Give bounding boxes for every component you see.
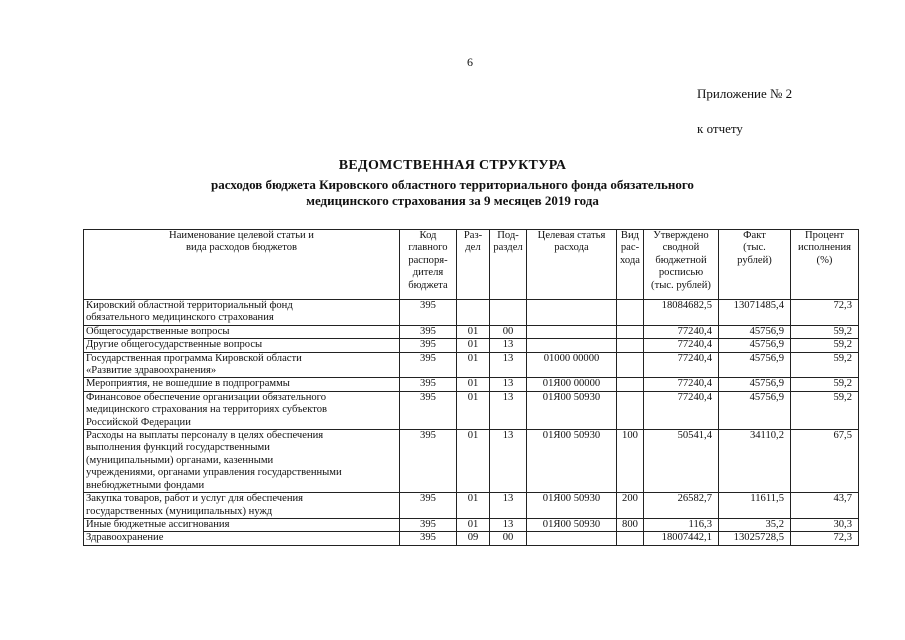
- header-col-fact: Факт (тыс. рублей): [719, 230, 791, 300]
- cell-subsection: 13: [490, 352, 527, 378]
- cell-fact: 45756,9: [719, 339, 791, 352]
- cell-code: 395: [400, 518, 457, 531]
- cell-name: Общегосударственные вопросы: [84, 325, 400, 338]
- cell-section: 09: [457, 532, 490, 545]
- cell-type: [617, 339, 644, 352]
- table-row: [84, 339, 859, 352]
- cell-type: [617, 391, 644, 429]
- cell-fact: 11611,5: [719, 493, 791, 519]
- cell-percent: 59,2: [791, 378, 859, 391]
- cell-target: 01Я00 50930: [527, 391, 617, 429]
- cell-percent: 59,2: [791, 352, 859, 378]
- table-row: [84, 430, 859, 493]
- cell-subsection: 13: [490, 378, 527, 391]
- cell-subsection: 00: [490, 325, 527, 338]
- cell-subsection: [490, 300, 527, 326]
- cell-type: 200: [617, 493, 644, 519]
- cell-section: 01: [457, 518, 490, 531]
- cell-code: 395: [400, 532, 457, 545]
- document-subtitle-line1: расходов бюджета Кировского областного территориального фонда обязательного: [211, 177, 694, 192]
- cell-target: 01Я00 50930: [527, 430, 617, 493]
- cell-fact: 13071485,4: [719, 300, 791, 326]
- cell-section: 01: [457, 352, 490, 378]
- cell-subsection: 13: [490, 518, 527, 531]
- cell-approved: 18084682,5: [644, 300, 719, 326]
- cell-subsection: 13: [490, 339, 527, 352]
- cell-subsection: 13: [490, 391, 527, 429]
- header-col-target: Целевая статья расхода: [527, 230, 617, 300]
- table-row: [84, 325, 859, 338]
- cell-fact: 35,2: [719, 518, 791, 531]
- cell-code: 395: [400, 325, 457, 338]
- cell-fact: 34110,2: [719, 430, 791, 493]
- cell-fact: 45756,9: [719, 352, 791, 378]
- cell-type: [617, 325, 644, 338]
- cell-name: Финансовое обеспечение организации обязательного медицинского страхования на территориях субъектов Российской Федерации: [84, 391, 400, 429]
- cell-approved: 77240,4: [644, 391, 719, 429]
- cell-name: Закупка товаров, работ и услуг для обеспечения государственных (муниципальных) нужд: [84, 493, 400, 519]
- document-subtitle-line2: медицинского страхования за 9 месяцев 2019 года: [306, 193, 599, 208]
- cell-name: Расходы на выплаты персоналу в целях обеспечения выполнения функций государственными (муниципальными) органами, казенными учреждениями, органами управления государственными внебюджетными фондами: [84, 430, 400, 493]
- cell-section: 01: [457, 339, 490, 352]
- cell-approved: 77240,4: [644, 325, 719, 338]
- cell-code: 395: [400, 378, 457, 391]
- cell-approved: 116,3: [644, 518, 719, 531]
- document-title: ВЕДОМСТВЕННАЯ СТРУКТУРА: [338, 158, 567, 173]
- cell-subsection: 13: [490, 493, 527, 519]
- cell-approved: 77240,4: [644, 352, 719, 378]
- cell-code: 395: [400, 430, 457, 493]
- cell-target: 01000 00000: [527, 352, 617, 378]
- table-row: [84, 300, 859, 326]
- cell-fact: 13025728,5: [719, 532, 791, 545]
- cell-percent: 59,2: [791, 391, 859, 429]
- cell-percent: 43,7: [791, 493, 859, 519]
- cell-section: 01: [457, 430, 490, 493]
- cell-code: 395: [400, 339, 457, 352]
- cell-section: 01: [457, 325, 490, 338]
- cell-target: 01Я00 00000: [527, 378, 617, 391]
- table-row: [84, 378, 859, 391]
- appendix-label: Приложение № 2: [697, 86, 793, 101]
- table-row: [84, 352, 859, 378]
- header-col-approved: Утверждено сводной бюджетной росписью (тыс. рублей): [644, 230, 719, 300]
- table-row: [84, 493, 859, 519]
- table-row: [84, 518, 859, 531]
- header-col-section: Раз- дел: [457, 230, 490, 300]
- cell-target: [527, 325, 617, 338]
- budget-structure-table: [83, 229, 859, 546]
- cell-percent: 59,2: [791, 339, 859, 352]
- table-row: [84, 532, 859, 545]
- cell-name: Кировский областной территориальный фонд обязательного медицинского страхования: [84, 300, 400, 326]
- cell-percent: 59,2: [791, 325, 859, 338]
- cell-fact: 45756,9: [719, 378, 791, 391]
- cell-target: [527, 300, 617, 326]
- header-col-type: Вид рас- хода: [617, 230, 644, 300]
- header-col-code: Код главного распоря- дителя бюджета: [400, 230, 457, 300]
- cell-target: 01Я00 50930: [527, 493, 617, 519]
- to-report-label: к отчету: [697, 121, 743, 136]
- table-header-row: [84, 230, 859, 300]
- cell-section: 01: [457, 391, 490, 429]
- cell-subsection: 13: [490, 430, 527, 493]
- cell-name: Государственная программа Кировской области «Развитие здравоохранения»: [84, 352, 400, 378]
- cell-code: 395: [400, 391, 457, 429]
- page-number: 6: [467, 55, 473, 69]
- cell-approved: 77240,4: [644, 339, 719, 352]
- cell-approved: 77240,4: [644, 378, 719, 391]
- cell-fact: 45756,9: [719, 391, 791, 429]
- cell-type: [617, 532, 644, 545]
- cell-percent: 30,3: [791, 518, 859, 531]
- cell-target: 01Я00 50930: [527, 518, 617, 531]
- header-col-subsection: Под- раздел: [490, 230, 527, 300]
- cell-section: 01: [457, 493, 490, 519]
- header-col-name: Наименование целевой статьи и вида расходов бюджетов: [84, 230, 400, 300]
- header-col-percent: Процент исполнения (%): [791, 230, 859, 300]
- cell-code: 395: [400, 300, 457, 326]
- cell-target: [527, 339, 617, 352]
- cell-code: 395: [400, 352, 457, 378]
- cell-type: [617, 352, 644, 378]
- cell-code: 395: [400, 493, 457, 519]
- cell-section: 01: [457, 378, 490, 391]
- cell-target: [527, 532, 617, 545]
- cell-approved: 50541,4: [644, 430, 719, 493]
- cell-approved: 26582,7: [644, 493, 719, 519]
- table-row: [84, 391, 859, 429]
- cell-type: [617, 300, 644, 326]
- cell-fact: 45756,9: [719, 325, 791, 338]
- cell-type: 800: [617, 518, 644, 531]
- cell-section: [457, 300, 490, 326]
- cell-name: Здравоохранение: [84, 532, 400, 545]
- cell-percent: 72,3: [791, 300, 859, 326]
- cell-subsection: 00: [490, 532, 527, 545]
- cell-type: 100: [617, 430, 644, 493]
- cell-percent: 72,3: [791, 532, 859, 545]
- cell-type: [617, 378, 644, 391]
- cell-name: Иные бюджетные ассигнования: [84, 518, 400, 531]
- cell-name: Другие общегосударственные вопросы: [84, 339, 400, 352]
- cell-name: Мероприятия, не вошедшие в подпрограммы: [84, 378, 400, 391]
- cell-percent: 67,5: [791, 430, 859, 493]
- cell-approved: 18007442,1: [644, 532, 719, 545]
- table-body: [84, 300, 859, 546]
